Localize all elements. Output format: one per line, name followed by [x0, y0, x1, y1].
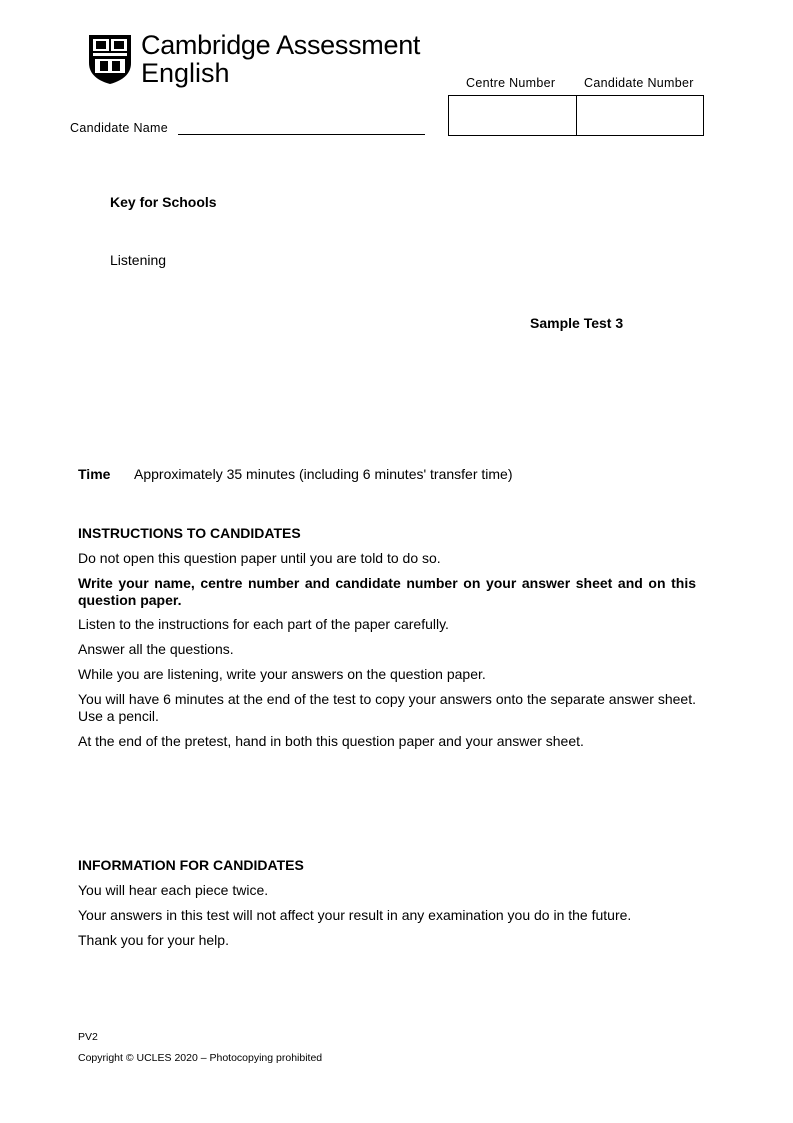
instruction-item: Listen to the instructions for each part of the paper carefully. [78, 616, 449, 632]
time-label: Time [78, 466, 111, 482]
information-item: Thank you for your help. [78, 932, 229, 948]
information-item: Your answers in this test will not affect your result in any examination you do in the future. [78, 907, 632, 923]
information-heading: INFORMATION FOR CANDIDATES [78, 857, 304, 873]
organisation-logo-text [141, 31, 420, 87]
candidate-number-field[interactable] [576, 96, 704, 135]
number-boxes [448, 95, 704, 136]
candidate-name-label: Candidate Name [70, 121, 169, 135]
instruction-item: Write your name, centre number and candidate number on your answer sheet and on this question paper. [78, 575, 696, 608]
instruction-item: Answer all the questions. [78, 641, 234, 657]
instruction-item: You will have 6 minutes at the end of the test to copy your answers onto the separate answer sheet. Use a pencil. [78, 691, 696, 724]
logo-line-1: Cambridge Assessment [141, 30, 421, 60]
instruction-item: Do not open this question paper until you are told to do so. [78, 550, 441, 566]
candidate-name-field[interactable] [178, 134, 425, 135]
instruction-item: At the end of the pretest, hand in both this question paper and your answer sheet. [78, 733, 584, 749]
sample-test-label: Sample Test 3 [530, 315, 624, 331]
instruction-item: While you are listening, write your answers on the question paper. [78, 666, 486, 682]
centre-number-field[interactable] [449, 96, 576, 135]
candidate-number-label: Candidate Number [584, 76, 694, 90]
instructions-heading: INSTRUCTIONS TO CANDIDATES [78, 525, 301, 541]
centre-number-label: Centre Number [466, 76, 556, 90]
time-value: Approximately 35 minutes (including 6 minutes' transfer time) [134, 466, 513, 482]
cambridge-shield-logo-icon [87, 33, 133, 85]
paper-code: PV2 [78, 1031, 98, 1043]
exam-title: Key for Schools [110, 194, 217, 210]
paper-name: Listening [110, 252, 167, 268]
logo-line-2: English [141, 58, 230, 88]
copyright-notice: Copyright © UCLES 2020 – Photocopying prohibited [78, 1052, 323, 1064]
information-item: You will hear each piece twice. [78, 882, 269, 898]
